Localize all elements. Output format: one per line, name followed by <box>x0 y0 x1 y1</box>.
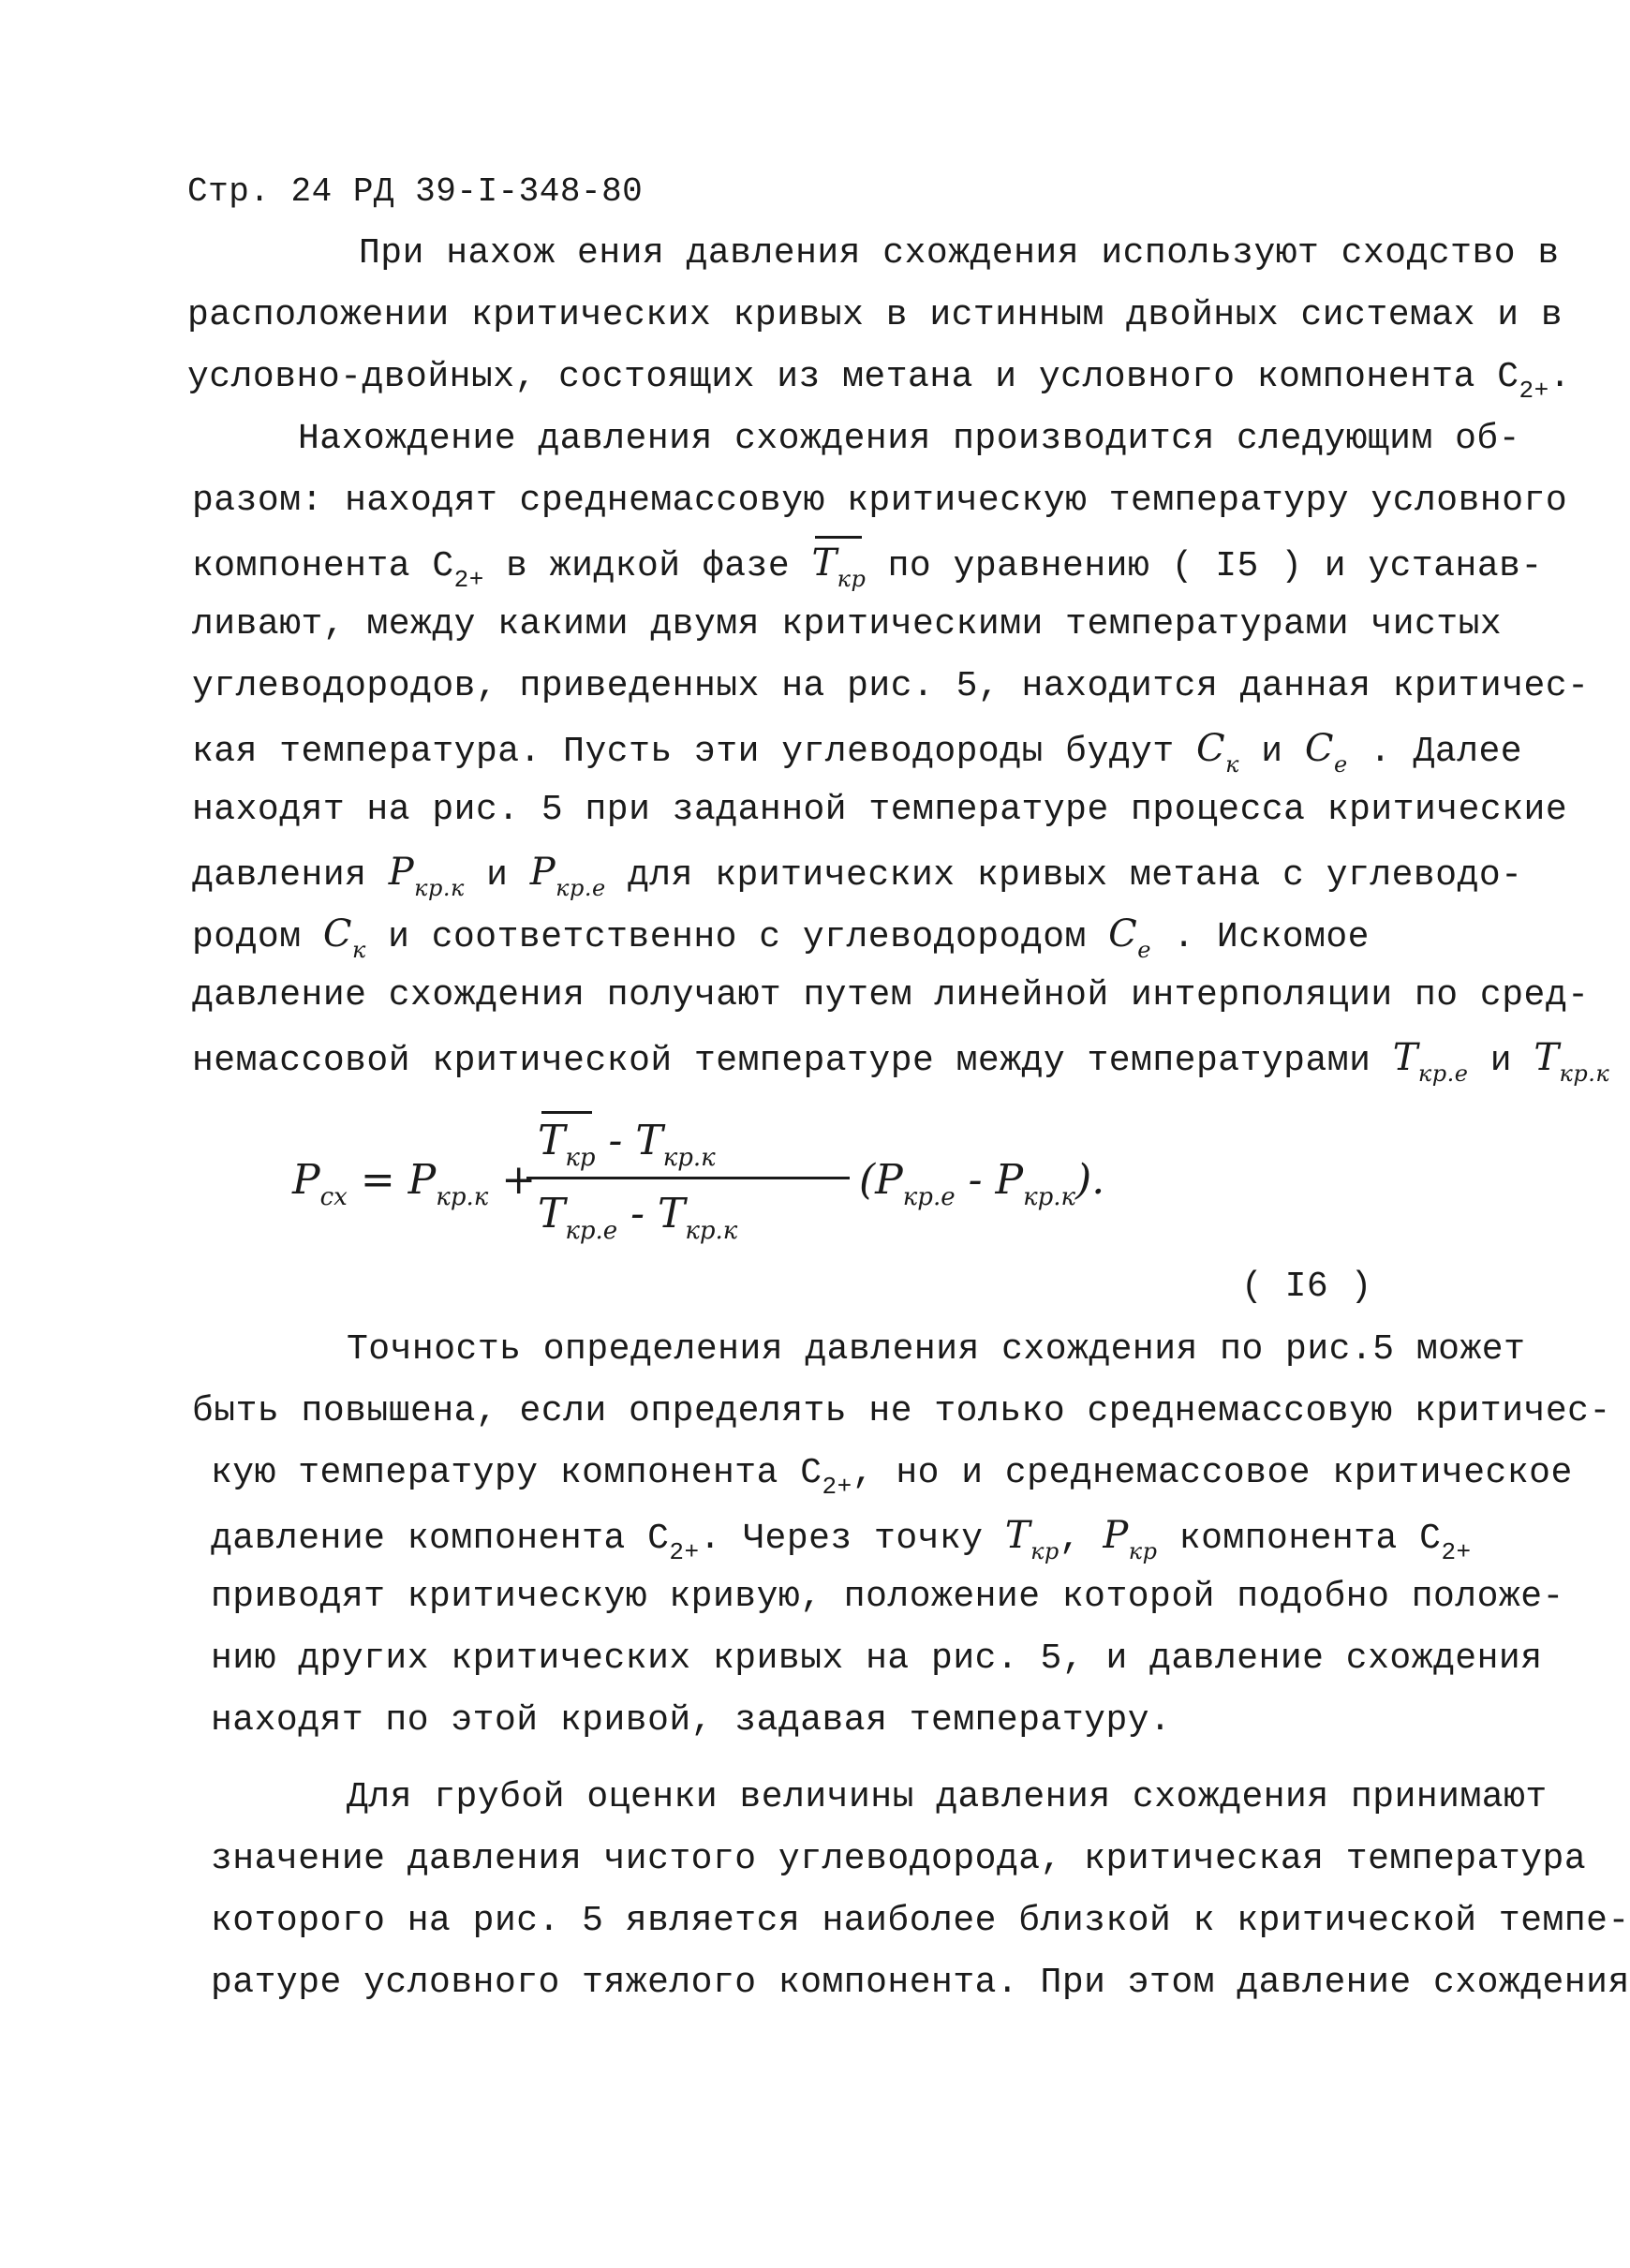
symbol-t-kr-avg: $T_{кр}$ <box>811 541 867 592</box>
p3-line1: Точность определения давления схождения по рис.5 может <box>347 1329 1526 1370</box>
p2-line1: Нахождение давления схождения производится следующим об- <box>298 419 1521 459</box>
fraction-bar <box>526 1177 850 1179</box>
p2-line9: родом $C_к$ и соответственно с углеводородом $C_е$ . Искомое <box>192 912 1370 963</box>
p2-line10: давление схождения получают путем линейной интерполяции по сред- <box>192 975 1590 1015</box>
p1-line1: При нахож ения давления схождения используют сходство в <box>359 233 1560 274</box>
p2-line2: разом: находят среднемассовую критическую температуру условного <box>192 481 1568 521</box>
p1-line2: расположении критических кривых в истинным двойных системах и в <box>187 295 1563 335</box>
p4-line4: ратуре условного тяжелого компонента. При этом давление схождения <box>211 1963 1630 2003</box>
p3-line2: быть повышена, если определять не только среднемассовую критичес- <box>192 1391 1611 1431</box>
p2-line4: ливают, между какими двумя критическими температурами чистых <box>192 604 1503 645</box>
p2-line11: немассовой критической температуре между температурами $T_{кр.е}$ и $T_{кр.к}$ <box>192 1036 1610 1087</box>
symbol-c-e: $C_е$ <box>1304 727 1348 778</box>
p3-line5: приводят критическую кривую, положение которой подобно положе- <box>211 1577 1564 1617</box>
symbol-t-kr: $T_{кр}$ <box>1004 1514 1060 1564</box>
p2-line6: кая температура. Пусть эти углеводороды будут $C_к$ и $C_е$ . Далее <box>192 727 1523 778</box>
symbol-c-k-2: $C_к$ <box>322 912 366 963</box>
symbol-c-k: $C_к$ <box>1195 727 1239 778</box>
symbol-p-kr: $P_{кр}$ <box>1103 1514 1158 1564</box>
p2-line8: давления $P_{кр.к}$ и $P_{кр.е}$ для критических кривых метана с углеводо- <box>192 851 1523 901</box>
formula-numerator: $T_{кр} - T_{кр.к}$ <box>538 1117 716 1172</box>
p4-line1: Для грубой оценки величины давления схождения принимают <box>347 1777 1548 1817</box>
symbol-t-kr-e: $T_{кр.е}$ <box>1392 1036 1469 1087</box>
p3-line3: кую температуру компонента $С_{2+}$, но и среднемассовое критическое <box>211 1453 1573 1501</box>
p2-line7: находят на рис. 5 при заданной температуре процесса критические <box>192 790 1568 830</box>
symbol-t-kr-k: $T_{кр.к}$ <box>1534 1036 1610 1087</box>
p1-line3: условно-двойных, состоящих из метана и условного компонента $С_{2+}$. <box>187 357 1572 405</box>
p3-line7: находят по этой кривой, задавая температуру. <box>211 1700 1172 1741</box>
symbol-p-kr-k: $P_{кр.к}$ <box>388 851 465 901</box>
equation-number: ( I6 ) <box>1241 1267 1372 1307</box>
equation-16 <box>292 1115 1135 1246</box>
p2-line3: компонента $С_{2+}$ в жидкой фазе $T_{кр}$ по уравнению ( I5 ) и устанав- <box>192 541 1543 594</box>
p3-line6: нию других критических кривых на рис. 5, и давление схождения <box>211 1638 1543 1679</box>
formula-denominator: $T_{кр.е} - T_{кр.к}$ <box>538 1190 738 1245</box>
p2-line5: углеводородов, приведенных на рис. 5, находится данная критичес- <box>192 666 1590 706</box>
symbol-p-kr-e: $P_{кр.е}$ <box>529 851 606 901</box>
p3-line4: давление компонента $С_{2+}$. Через точку $T_{кр}$, $P_{кр}$ компонента $С_{2+}$ <box>211 1514 1472 1566</box>
formula-lhs: $P_{сх} = P_{кр.к}$ + <box>292 1156 537 1211</box>
p4-line3: которого на рис. 5 является наиболее близкой к критической темпе- <box>211 1901 1630 1941</box>
formula-parenthetical: $(P_{кр.е} - P_{кр.к})$. <box>859 1156 1105 1211</box>
symbol-c-e-2: $C_е$ <box>1108 912 1151 963</box>
p4-line2: значение давления чистого углеводорода, критическая температура <box>211 1839 1587 1879</box>
page-header: Стр. 24 РД 39-I-348-80 <box>187 172 644 211</box>
